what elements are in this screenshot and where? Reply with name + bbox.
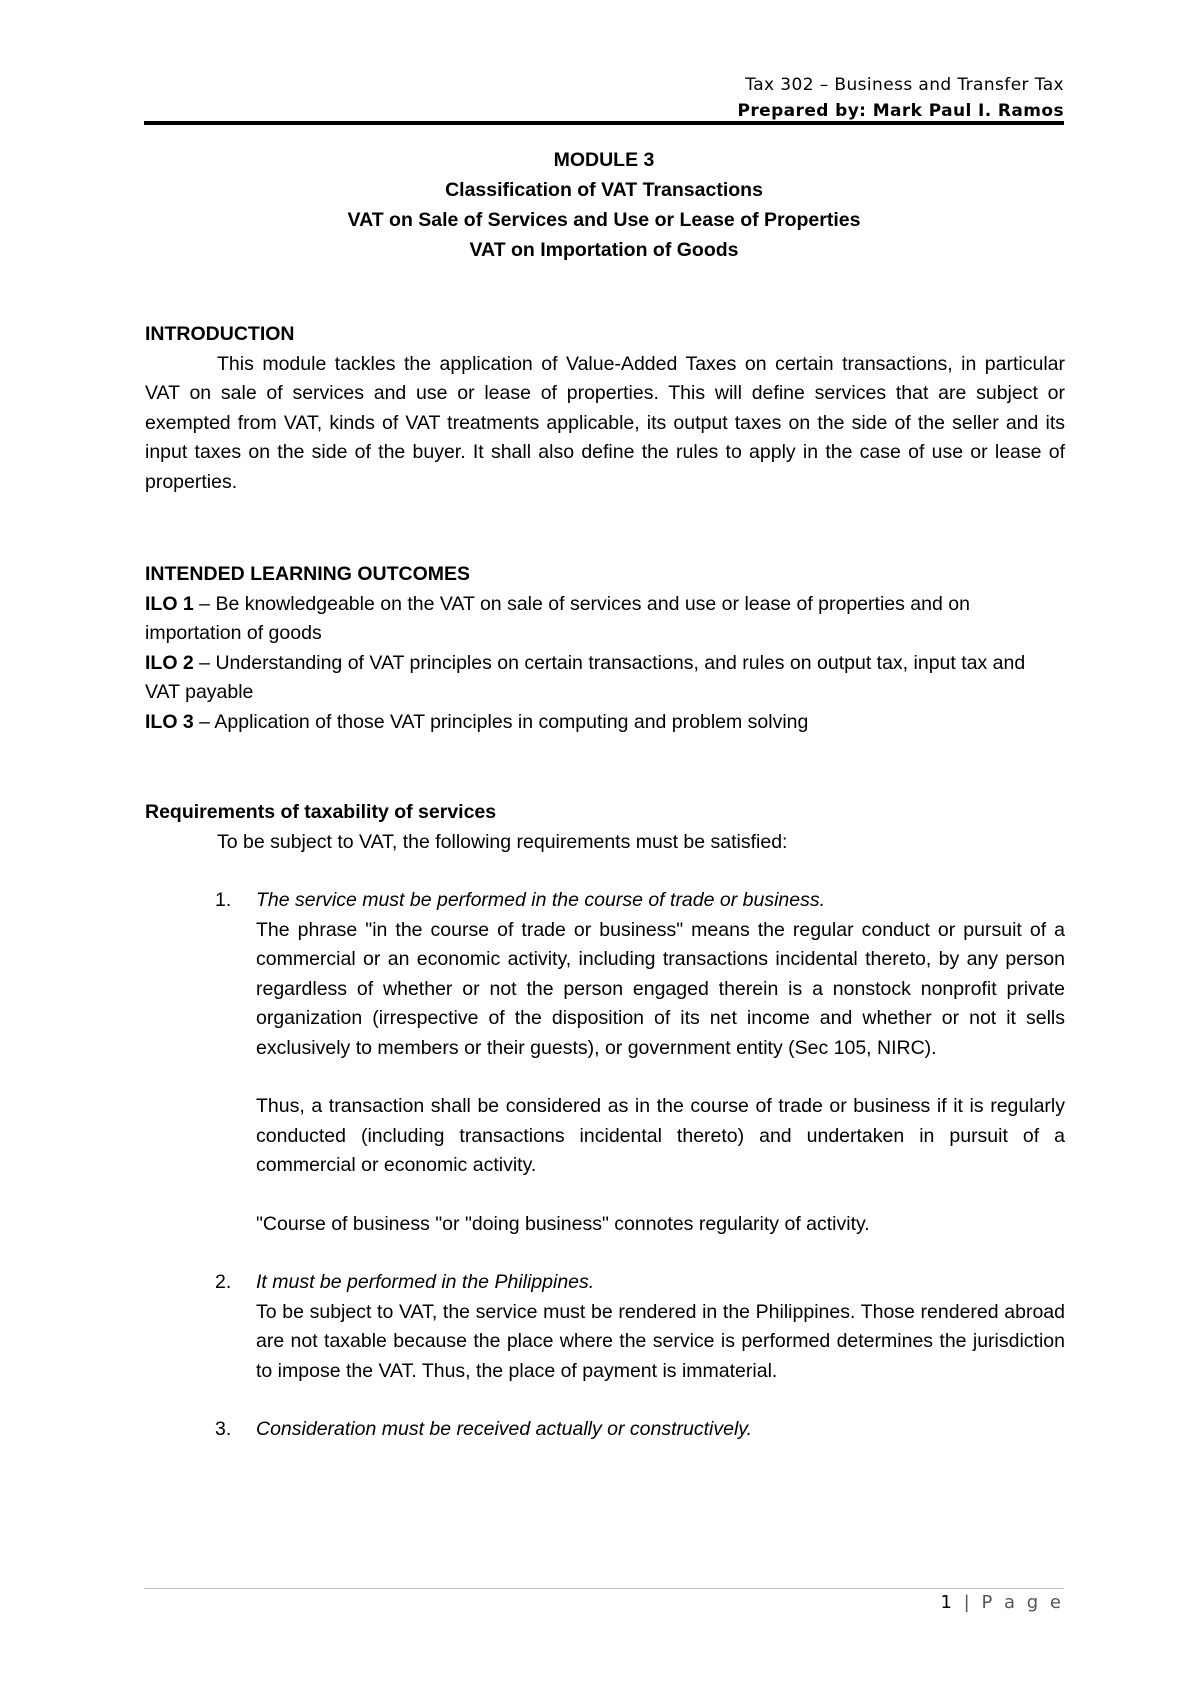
requirement-title: The service must be performed in the course of trade or business. [256, 889, 826, 911]
module-subtitle-2: VAT on Sale of Services and Use or Lease of Properties [347, 209, 861, 231]
course-title: Tax 302 – Business and Transfer Tax [745, 75, 1064, 95]
module-subtitle-3: VAT on Importation of Goods [469, 239, 739, 261]
ilo-label: ILO 3 [145, 710, 194, 733]
requirement-paragraph: Thus, a transaction shall be considered as in the course of trade or business if it is regularly conducted (including transactions incidental thereto) and undertaken in pursuit of a commercial or economic activity. [256, 1095, 1065, 1176]
requirement-number: 3. [215, 1418, 232, 1440]
requirement-paragraph: The phrase "in the course of trade or business" means the regular conduct or pursuit of a commercial or an economic activity, including transactions incidental thereto, by any person regardless of whether or not the person engaged therein is a nonstock nonprofit private organization (irrespective of the disposition of its net income and whether or not it sells exclusively to members or their guests), or government entity (Sec 105, NIRC). [256, 918, 1065, 1059]
module-number: MODULE 3 [553, 149, 655, 171]
requirement-item [145, 886, 1065, 1239]
header-divider [144, 121, 1064, 125]
ilo-label: ILO 1 [145, 592, 194, 615]
requirement-paragraph: "Course of business "or "doing business" connotes regularity of activity. [256, 1212, 870, 1235]
page-number: 1 [940, 1592, 955, 1613]
ilo-text: – Application of those VAT principles in computing and problem solving [193, 710, 809, 733]
requirement-number: 1. [215, 889, 232, 911]
ilo-item [145, 649, 1065, 708]
requirements-intro: To be subject to VAT, the following requirements must be satisfied: [217, 830, 788, 853]
ilo-text: – Understanding of VAT principles on certain transactions, and rules on output tax, input tax and VAT payable [145, 651, 1026, 703]
module-subtitle-1: Classification of VAT Transactions [445, 179, 763, 201]
ilo-label: ILO 2 [145, 651, 194, 674]
requirements-list [145, 886, 1065, 1445]
requirement-item [145, 1268, 1065, 1386]
requirements-heading: Requirements of taxability of services [145, 801, 497, 823]
introduction-paragraph: This module tackles the application of Value-Added Taxes on certain transactions, in particular VAT on sale of services and use or lease of properties. This will define services that are subject or exempted from VAT, kinds of VAT treatments applicable, its output taxes on the side of the seller and its input taxes on the side of the buyer. It shall also define the rules to apply in the case of use or lease of properties. [145, 352, 1065, 493]
ilo-item [145, 708, 1065, 738]
introduction-heading: INTRODUCTION [145, 323, 295, 345]
module-title [144, 145, 1064, 265]
page-footer [940, 1592, 1064, 1613]
requirement-paragraph: To be subject to VAT, the service must be rendered in the Philippines. Those rendered abroad are not taxable because the place where the service is performed determines the jurisdiction to impose the VAT. Thus, the place of payment is immaterial. [256, 1300, 1065, 1382]
requirement-item [145, 1415, 1065, 1445]
page-header [738, 72, 1064, 124]
ilo-item [145, 590, 1065, 649]
ilo-text: – Be knowledgeable on the VAT on sale of services and use or lease of properties and on importation of goods [145, 592, 970, 644]
ilo-heading: INTENDED LEARNING OUTCOMES [145, 563, 471, 585]
requirement-title: Consideration must be received actually or constructively. [256, 1418, 753, 1440]
prepared-by: Prepared by: Mark Paul I. Ramos [737, 101, 1064, 121]
requirement-number: 2. [215, 1271, 232, 1293]
page-label: | P a g e [963, 1592, 1064, 1613]
document-body [145, 320, 1065, 1445]
requirement-title: It must be performed in the Philippines. [256, 1271, 595, 1293]
footer-divider [144, 1588, 1064, 1589]
